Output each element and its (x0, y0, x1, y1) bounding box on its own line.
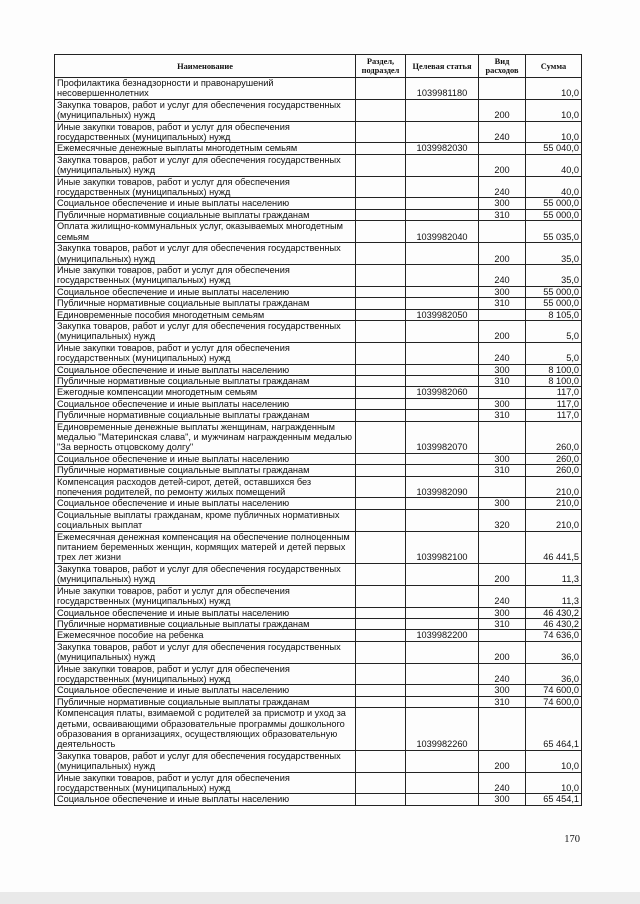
row-name: Закупка товаров, работ и услуг для обеспечения государственных (муниципальных) нужд (55, 99, 356, 121)
row-sum: 10,0 (526, 750, 582, 772)
row-sum: 55 000,0 (526, 298, 582, 309)
row-target: 1039982070 (406, 421, 479, 453)
table-row (55, 221, 582, 243)
row-sum: 10,0 (526, 121, 582, 143)
row-sum: 260,0 (526, 453, 582, 464)
row-sum: 8 100,0 (526, 364, 582, 375)
row-name: Закупка товаров, работ и услуг для обеспечения государственных (муниципальных) нужд (55, 154, 356, 176)
table-row (55, 708, 582, 751)
row-section (356, 531, 406, 563)
row-target: 1039982060 (406, 387, 479, 398)
row-type: 200 (479, 154, 526, 176)
row-section (356, 99, 406, 121)
row-section (356, 320, 406, 342)
table-row (55, 498, 582, 509)
header-section: Раздел, подраздел (356, 55, 406, 78)
row-target: 1039982200 (406, 630, 479, 641)
table-row (55, 563, 582, 585)
row-type: 300 (479, 498, 526, 509)
row-sum: 55 000,0 (526, 198, 582, 209)
row-type: 300 (479, 685, 526, 696)
table-row (55, 641, 582, 663)
row-target (406, 342, 479, 364)
table-row (55, 99, 582, 121)
row-section (356, 498, 406, 509)
row-target (406, 99, 479, 121)
row-type: 310 (479, 375, 526, 386)
row-sum: 74 600,0 (526, 685, 582, 696)
row-sum: 55 000,0 (526, 286, 582, 297)
row-type (479, 476, 526, 498)
table-row (55, 298, 582, 309)
row-target (406, 286, 479, 297)
table-row (55, 387, 582, 398)
row-sum: 117,0 (526, 387, 582, 398)
row-name: Профилактика безнадзорности и правонарушений несовершеннолетних (55, 78, 356, 100)
row-name: Компенсация расходов детей-сирот, детей, оставшихся без попечения родителей, по ремонту жилых помещений (55, 476, 356, 498)
table-row (55, 465, 582, 476)
row-target (406, 794, 479, 805)
row-target (406, 154, 479, 176)
row-target (406, 563, 479, 585)
row-sum: 10,0 (526, 78, 582, 100)
row-sum: 117,0 (526, 410, 582, 421)
row-target (406, 364, 479, 375)
table-row (55, 663, 582, 685)
row-section (356, 585, 406, 607)
header-sum: Сумма (526, 55, 582, 78)
row-section (356, 708, 406, 751)
row-target (406, 375, 479, 386)
row-name: Закупка товаров, работ и услуг для обеспечения государственных (муниципальных) нужд (55, 750, 356, 772)
row-name: Социальное обеспечение и иные выплаты населению (55, 607, 356, 618)
row-sum: 10,0 (526, 772, 582, 794)
row-section (356, 509, 406, 531)
table-row (55, 121, 582, 143)
header-row (55, 55, 582, 78)
row-section (356, 607, 406, 618)
row-target: 1039981180 (406, 78, 479, 100)
row-type: 200 (479, 243, 526, 265)
row-sum: 11,3 (526, 563, 582, 585)
row-target (406, 498, 479, 509)
row-section (356, 121, 406, 143)
row-sum: 46 430,2 (526, 607, 582, 618)
row-type: 300 (479, 398, 526, 409)
row-type: 310 (479, 298, 526, 309)
row-section (356, 176, 406, 198)
row-target (406, 320, 479, 342)
row-type: 300 (479, 198, 526, 209)
row-target (406, 509, 479, 531)
row-type: 300 (479, 607, 526, 618)
row-target: 1039982260 (406, 708, 479, 751)
budget-table (54, 54, 582, 806)
header-name: Наименование (55, 55, 356, 78)
row-target: 1039982090 (406, 476, 479, 498)
row-section (356, 465, 406, 476)
row-section (356, 264, 406, 286)
row-section (356, 243, 406, 265)
row-name: Компенсация платы, взимаемой с родителей за присмотр и уход за детьми, осваивающими образовательные программы дошкольного образования в организациях, осуществляющих образовательную деятельность (55, 708, 356, 751)
row-type: 240 (479, 663, 526, 685)
row-name: Социальное обеспечение и иные выплаты населению (55, 685, 356, 696)
row-sum: 5,0 (526, 320, 582, 342)
row-name: Социальное обеспечение и иные выплаты населению (55, 794, 356, 805)
row-name: Иные закупки товаров, работ и услуг для обеспечения государственных (муниципальных) нужд (55, 121, 356, 143)
row-sum: 210,0 (526, 476, 582, 498)
row-sum: 260,0 (526, 421, 582, 453)
row-sum: 260,0 (526, 465, 582, 476)
row-sum: 8 100,0 (526, 375, 582, 386)
row-sum: 65 454,1 (526, 794, 582, 805)
table-row (55, 585, 582, 607)
row-section (356, 143, 406, 154)
row-section (356, 198, 406, 209)
row-sum: 35,0 (526, 243, 582, 265)
table-row (55, 154, 582, 176)
row-target: 1039982040 (406, 221, 479, 243)
table-row (55, 476, 582, 498)
row-name: Иные закупки товаров, работ и услуг для обеспечения государственных (муниципальных) нужд (55, 772, 356, 794)
row-sum: 210,0 (526, 498, 582, 509)
row-sum: 74 600,0 (526, 696, 582, 707)
row-section (356, 563, 406, 585)
row-target (406, 663, 479, 685)
row-name: Иные закупки товаров, работ и услуг для обеспечения государственных (муниципальных) нужд (55, 264, 356, 286)
row-target (406, 410, 479, 421)
row-name: Социальное обеспечение и иные выплаты населению (55, 398, 356, 409)
table-row (55, 630, 582, 641)
row-type (479, 143, 526, 154)
row-section (356, 421, 406, 453)
row-section (356, 772, 406, 794)
table-row (55, 342, 582, 364)
row-type: 300 (479, 453, 526, 464)
row-target (406, 209, 479, 220)
row-type (479, 309, 526, 320)
table-row (55, 320, 582, 342)
row-type (479, 387, 526, 398)
row-name: Закупка товаров, работ и услуг для обеспечения государственных (муниципальных) нужд (55, 641, 356, 663)
row-sum: 55 035,0 (526, 221, 582, 243)
table-row (55, 607, 582, 618)
row-type (479, 221, 526, 243)
row-name: Иные закупки товаров, работ и услуг для обеспечения государственных (муниципальных) нужд (55, 663, 356, 685)
row-section (356, 286, 406, 297)
row-target: 1039982030 (406, 143, 479, 154)
page-number: 170 (564, 834, 580, 845)
row-sum: 10,0 (526, 99, 582, 121)
table-row (55, 209, 582, 220)
row-target (406, 264, 479, 286)
row-type: 200 (479, 320, 526, 342)
table-row (55, 685, 582, 696)
table-row (55, 176, 582, 198)
table-row (55, 286, 582, 297)
row-sum: 5,0 (526, 342, 582, 364)
row-sum: 40,0 (526, 154, 582, 176)
row-name: Закупка товаров, работ и услуг для обеспечения государственных (муниципальных) нужд (55, 563, 356, 585)
row-section (356, 221, 406, 243)
row-target (406, 243, 479, 265)
table-row (55, 696, 582, 707)
row-section (356, 387, 406, 398)
row-type: 320 (479, 509, 526, 531)
table-row (55, 509, 582, 531)
row-section (356, 342, 406, 364)
row-name: Закупка товаров, работ и услуг для обеспечения государственных (муниципальных) нужд (55, 320, 356, 342)
header-target: Целевая статья (406, 55, 479, 78)
row-section (356, 375, 406, 386)
row-section (356, 696, 406, 707)
row-name: Социальное обеспечение и иные выплаты населению (55, 498, 356, 509)
row-type: 310 (479, 696, 526, 707)
row-sum: 8 105,0 (526, 309, 582, 320)
row-name: Ежемесячная денежная компенсация на обеспечение полноценным питанием беременных женщин, кормящих матерей и детей первых трех лет жизни (55, 531, 356, 563)
table-row (55, 143, 582, 154)
row-section (356, 398, 406, 409)
table-row (55, 794, 582, 805)
row-section (356, 78, 406, 100)
row-type: 240 (479, 772, 526, 794)
row-type: 200 (479, 99, 526, 121)
row-target (406, 618, 479, 629)
row-name: Социальное обеспечение и иные выплаты населению (55, 198, 356, 209)
row-target (406, 453, 479, 464)
row-sum: 55 000,0 (526, 209, 582, 220)
row-section (356, 154, 406, 176)
row-section (356, 209, 406, 220)
row-type: 200 (479, 563, 526, 585)
row-type (479, 531, 526, 563)
row-sum: 36,0 (526, 663, 582, 685)
row-section (356, 453, 406, 464)
table-row (55, 421, 582, 453)
row-target (406, 121, 479, 143)
row-type: 310 (479, 465, 526, 476)
table-row (55, 410, 582, 421)
row-type: 240 (479, 121, 526, 143)
row-sum: 74 636,0 (526, 630, 582, 641)
row-type (479, 708, 526, 751)
scan-edge (0, 892, 640, 904)
header-type: Вид расходов (479, 55, 526, 78)
row-name: Публичные нормативные социальные выплаты гражданам (55, 410, 356, 421)
row-name: Социальное обеспечение и иные выплаты населению (55, 364, 356, 375)
row-name: Социальные выплаты гражданам, кроме публичных нормативных социальных выплат (55, 509, 356, 531)
row-name: Социальное обеспечение и иные выплаты населению (55, 453, 356, 464)
row-sum: 35,0 (526, 264, 582, 286)
row-name: Единовременные денежные выплаты женщинам, награжденным медалью "Материнская слава", и мужчинам награжденным медалью "За верность отцовскому долгу" (55, 421, 356, 453)
row-type: 240 (479, 585, 526, 607)
row-section (356, 794, 406, 805)
row-name: Публичные нормативные социальные выплаты гражданам (55, 209, 356, 220)
row-sum: 11,3 (526, 585, 582, 607)
table-row (55, 618, 582, 629)
row-type: 240 (479, 342, 526, 364)
row-target (406, 607, 479, 618)
row-target (406, 176, 479, 198)
row-name: Публичные нормативные социальные выплаты гражданам (55, 298, 356, 309)
row-target (406, 298, 479, 309)
table-row (55, 375, 582, 386)
row-target (406, 750, 479, 772)
table-row (55, 772, 582, 794)
row-name: Ежегодные компенсации многодетным семьям (55, 387, 356, 398)
row-type: 300 (479, 286, 526, 297)
table-row (55, 309, 582, 320)
row-sum: 40,0 (526, 176, 582, 198)
table-row (55, 78, 582, 100)
row-sum: 46 430,2 (526, 618, 582, 629)
row-type: 310 (479, 618, 526, 629)
row-type: 300 (479, 794, 526, 805)
row-type (479, 630, 526, 641)
row-section (356, 309, 406, 320)
row-section (356, 641, 406, 663)
row-name: Публичные нормативные социальные выплаты гражданам (55, 618, 356, 629)
row-section (356, 476, 406, 498)
table-row (55, 453, 582, 464)
row-type: 310 (479, 209, 526, 220)
row-target: 1039982100 (406, 531, 479, 563)
row-name: Иные закупки товаров, работ и услуг для обеспечения государственных (муниципальных) нужд (55, 585, 356, 607)
row-sum: 46 441,5 (526, 531, 582, 563)
row-name: Ежемесячное пособие на ребенка (55, 630, 356, 641)
row-name: Ежемесячные денежные выплаты многодетным семьям (55, 143, 356, 154)
row-section (356, 750, 406, 772)
row-target (406, 198, 479, 209)
row-sum: 210,0 (526, 509, 582, 531)
row-section (356, 618, 406, 629)
row-name: Иные закупки товаров, работ и услуг для обеспечения государственных (муниципальных) нужд (55, 176, 356, 198)
row-target (406, 696, 479, 707)
row-target (406, 685, 479, 696)
row-name: Публичные нормативные социальные выплаты гражданам (55, 375, 356, 386)
row-name: Публичные нормативные социальные выплаты гражданам (55, 465, 356, 476)
table-row (55, 243, 582, 265)
row-sum: 117,0 (526, 398, 582, 409)
row-section (356, 410, 406, 421)
row-name: Единовременные пособия многодетным семьям (55, 309, 356, 320)
row-section (356, 685, 406, 696)
row-section (356, 630, 406, 641)
row-target (406, 465, 479, 476)
row-target: 1039982050 (406, 309, 479, 320)
row-type: 300 (479, 364, 526, 375)
row-section (356, 663, 406, 685)
table-row (55, 531, 582, 563)
row-type: 200 (479, 750, 526, 772)
row-target (406, 585, 479, 607)
row-section (356, 364, 406, 375)
table-row (55, 198, 582, 209)
row-name: Публичные нормативные социальные выплаты гражданам (55, 696, 356, 707)
row-type: 200 (479, 641, 526, 663)
table-header (55, 55, 582, 78)
row-type (479, 421, 526, 453)
table-row (55, 364, 582, 375)
row-type: 310 (479, 410, 526, 421)
row-section (356, 298, 406, 309)
table-row (55, 264, 582, 286)
row-type: 240 (479, 176, 526, 198)
table-row (55, 750, 582, 772)
row-sum: 65 464,1 (526, 708, 582, 751)
table-body (55, 78, 582, 806)
row-sum: 55 040,0 (526, 143, 582, 154)
row-target (406, 641, 479, 663)
row-type: 240 (479, 264, 526, 286)
row-type (479, 78, 526, 100)
table-row (55, 398, 582, 409)
row-target (406, 398, 479, 409)
row-name: Оплата жилищно-коммунальных услуг, оказываемых многодетным семьям (55, 221, 356, 243)
row-name: Закупка товаров, работ и услуг для обеспечения государственных (муниципальных) нужд (55, 243, 356, 265)
row-name: Социальное обеспечение и иные выплаты населению (55, 286, 356, 297)
row-name: Иные закупки товаров, работ и услуг для обеспечения государственных (муниципальных) нужд (55, 342, 356, 364)
row-sum: 36,0 (526, 641, 582, 663)
row-target (406, 772, 479, 794)
